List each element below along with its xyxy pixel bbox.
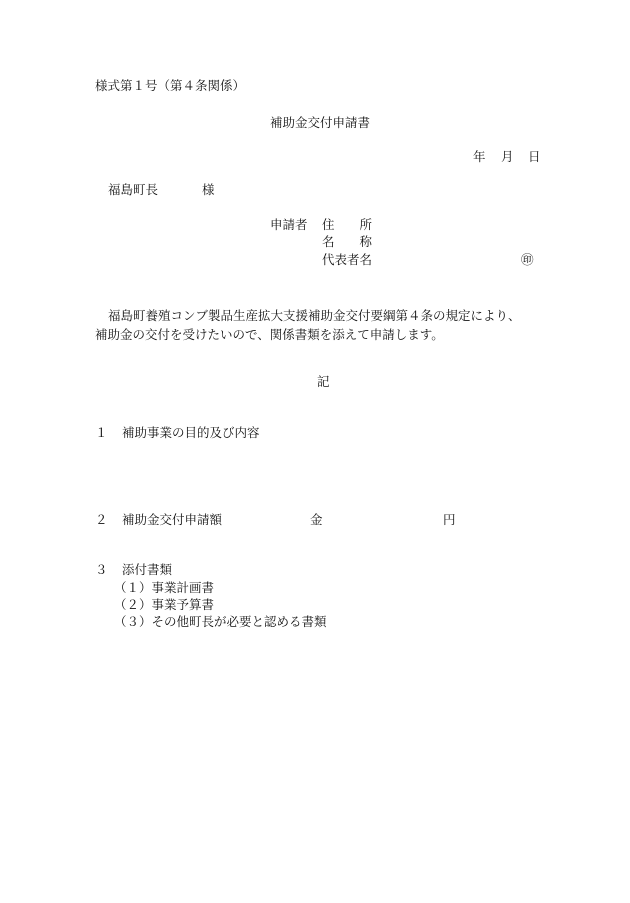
applicant-name-label: 名 称 <box>322 234 373 249</box>
addressee-name: 福島町長 <box>108 182 159 197</box>
date-year: 年 <box>473 149 486 164</box>
applicant-label: 申請者 <box>270 217 308 232</box>
item-1-number: １ <box>95 425 108 440</box>
body-line-1: 福島町養殖コンブ製品生産拡大支援補助金交付要綱第４条の規定により、 <box>108 308 521 323</box>
attachment-3: （３）その他町長が必要と認める書類 <box>114 614 327 629</box>
item-2-number: ２ <box>95 512 108 527</box>
document-title: 補助金交付申請書 <box>270 115 371 130</box>
applicant-address-label: 住 所 <box>322 217 373 232</box>
item-2-currency-prefix: 金 <box>310 512 323 527</box>
item-3-label: 添付書類 <box>122 562 173 577</box>
seal-mark: ㊞ <box>521 252 534 267</box>
ki-heading: 記 <box>317 374 330 389</box>
item-3-number: ３ <box>95 562 108 577</box>
body-line-2: 補助金の交付を受けたいので、関係書類を添えて申請します。 <box>95 327 444 342</box>
applicant-representative-label: 代表者名 <box>322 252 373 267</box>
body-paragraph <box>95 306 565 344</box>
item-2-currency-unit: 円 <box>443 512 456 527</box>
addressee-honorific: 様 <box>202 182 215 197</box>
item-1-label: 補助事業の目的及び内容 <box>122 425 260 440</box>
form-number: 様式第１号（第４条関係） <box>95 78 246 93</box>
date-day: 日 <box>528 149 541 164</box>
date-month: 月 <box>501 149 514 164</box>
attachment-2: （２）事業予算書 <box>114 597 215 612</box>
item-2-label: 補助金交付申請額 <box>122 512 223 527</box>
attachment-1: （１）事業計画書 <box>114 580 215 595</box>
